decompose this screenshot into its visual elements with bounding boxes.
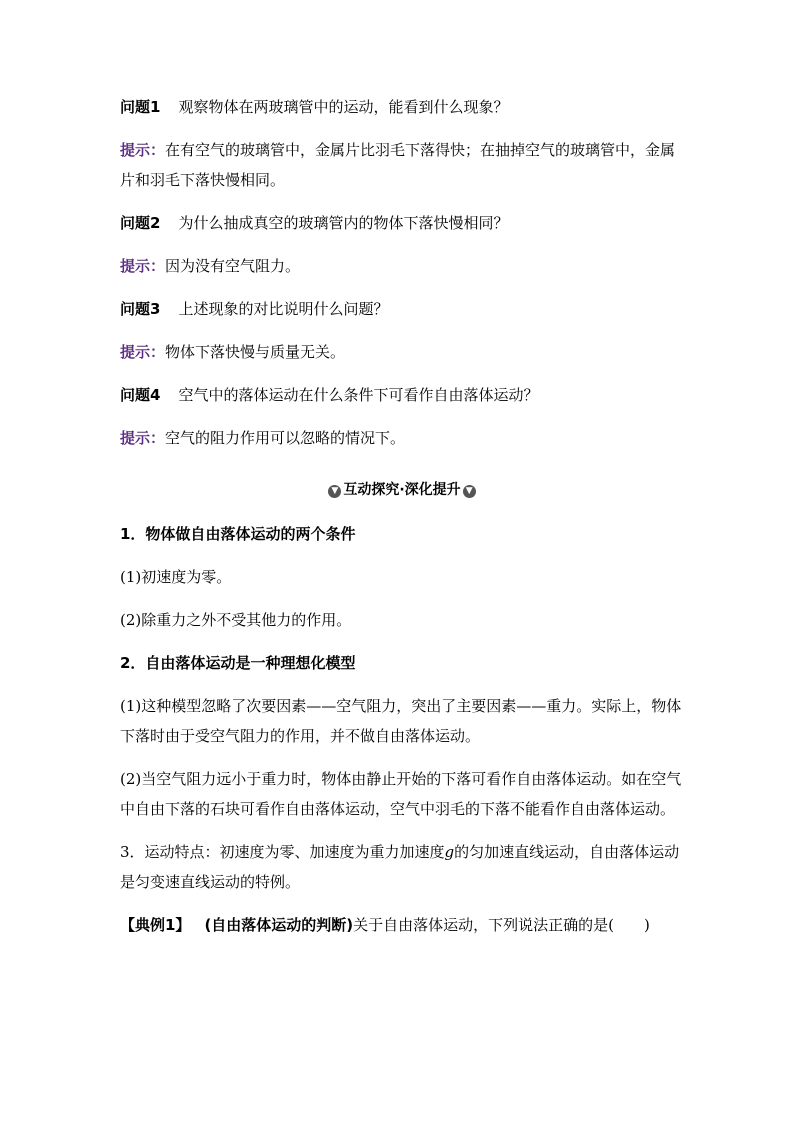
qa-block-1 xyxy=(120,92,684,195)
gravity-symbol: g xyxy=(444,843,455,861)
point-1-heading: 1．物体做自由落体运动的两个条件 xyxy=(120,525,356,543)
question-label: 问题1 xyxy=(120,98,161,116)
hint-text: 空气的阻力作用可以忽略的情况下。 xyxy=(165,429,406,447)
question-2 xyxy=(120,208,684,238)
question-label: 问题2 xyxy=(120,214,161,232)
point-1-a: (1)初速度为零。 xyxy=(120,568,232,586)
arrow-down-circle-icon: ▼ xyxy=(328,485,341,498)
qa-block-2 xyxy=(120,208,684,281)
qa-block-3 xyxy=(120,294,684,367)
hint-text: 在有空气的玻璃管中，金属片比羽毛下落得快；在抽掉空气的玻璃管中，金属片和羽毛下落快慢相同。 xyxy=(120,141,676,189)
question-text: 为什么抽成真空的玻璃管内的物体下落快慢相同？ xyxy=(178,214,509,232)
point-1-b: (2)除重力之外不受其他力的作用。 xyxy=(120,611,352,629)
question-text: 观察物体在两玻璃管中的运动，能看到什么现象？ xyxy=(178,98,509,116)
hint-label: 提示： xyxy=(120,343,166,361)
question-text: 空气中的落体运动在什么条件下可看作自由落体运动？ xyxy=(178,386,539,404)
arrow-down-circle-icon: ▼ xyxy=(463,485,476,498)
hint-text: 因为没有空气阻力。 xyxy=(165,257,301,275)
hint-label: 提示： xyxy=(120,257,166,275)
point-2-b: (2)当空气阻力远小于重力时，物体由静止开始的下落可看作自由落体运动。如在空气中自由下落的石块可看作自由落体运动，空气中羽毛的下落不能看作自由落体运动。 xyxy=(120,770,682,818)
point-3 xyxy=(120,837,684,897)
point-2-heading: 2．自由落体运动是一种理想化模型 xyxy=(120,654,356,672)
point-2-a: (1)这种模型忽略了次要因素——空气阻力，突出了主要因素——重力。实际上，物体下落时由于受空气阻力的作用，并不做自由落体运动。 xyxy=(120,697,682,745)
qa-block-4 xyxy=(120,380,684,453)
question-label: 问题4 xyxy=(120,386,161,404)
question-4 xyxy=(120,380,684,410)
hint-3 xyxy=(120,337,684,367)
hint-text: 物体下落快慢与质量无关。 xyxy=(165,343,346,361)
question-text: 上述现象的对比说明什么问题？ xyxy=(178,300,389,318)
question-1 xyxy=(120,92,684,122)
section-title xyxy=(120,475,684,505)
question-3 xyxy=(120,294,684,324)
point-3-suffix: 的匀加速直线运动，自由落体运动是匀变速直线运动的特例。 xyxy=(120,843,680,891)
point-3-prefix: 3．运动特点：初速度为零、加速度为重力加速度 xyxy=(120,843,445,861)
section-title-text: 互动探究·深化提升 xyxy=(343,482,461,498)
example-label: 【典例1】 xyxy=(120,916,191,934)
question-label: 问题3 xyxy=(120,300,161,318)
hint-2 xyxy=(120,251,684,281)
hint-4 xyxy=(120,423,684,453)
hint-1 xyxy=(120,135,684,195)
hint-label: 提示： xyxy=(120,429,166,447)
example-text: 关于自由落体运动，下列说法正确的是( ) xyxy=(353,916,650,934)
example-tag: (自由落体运动的判断) xyxy=(204,916,354,934)
hint-label: 提示： xyxy=(120,141,166,159)
example-1 xyxy=(120,910,684,940)
